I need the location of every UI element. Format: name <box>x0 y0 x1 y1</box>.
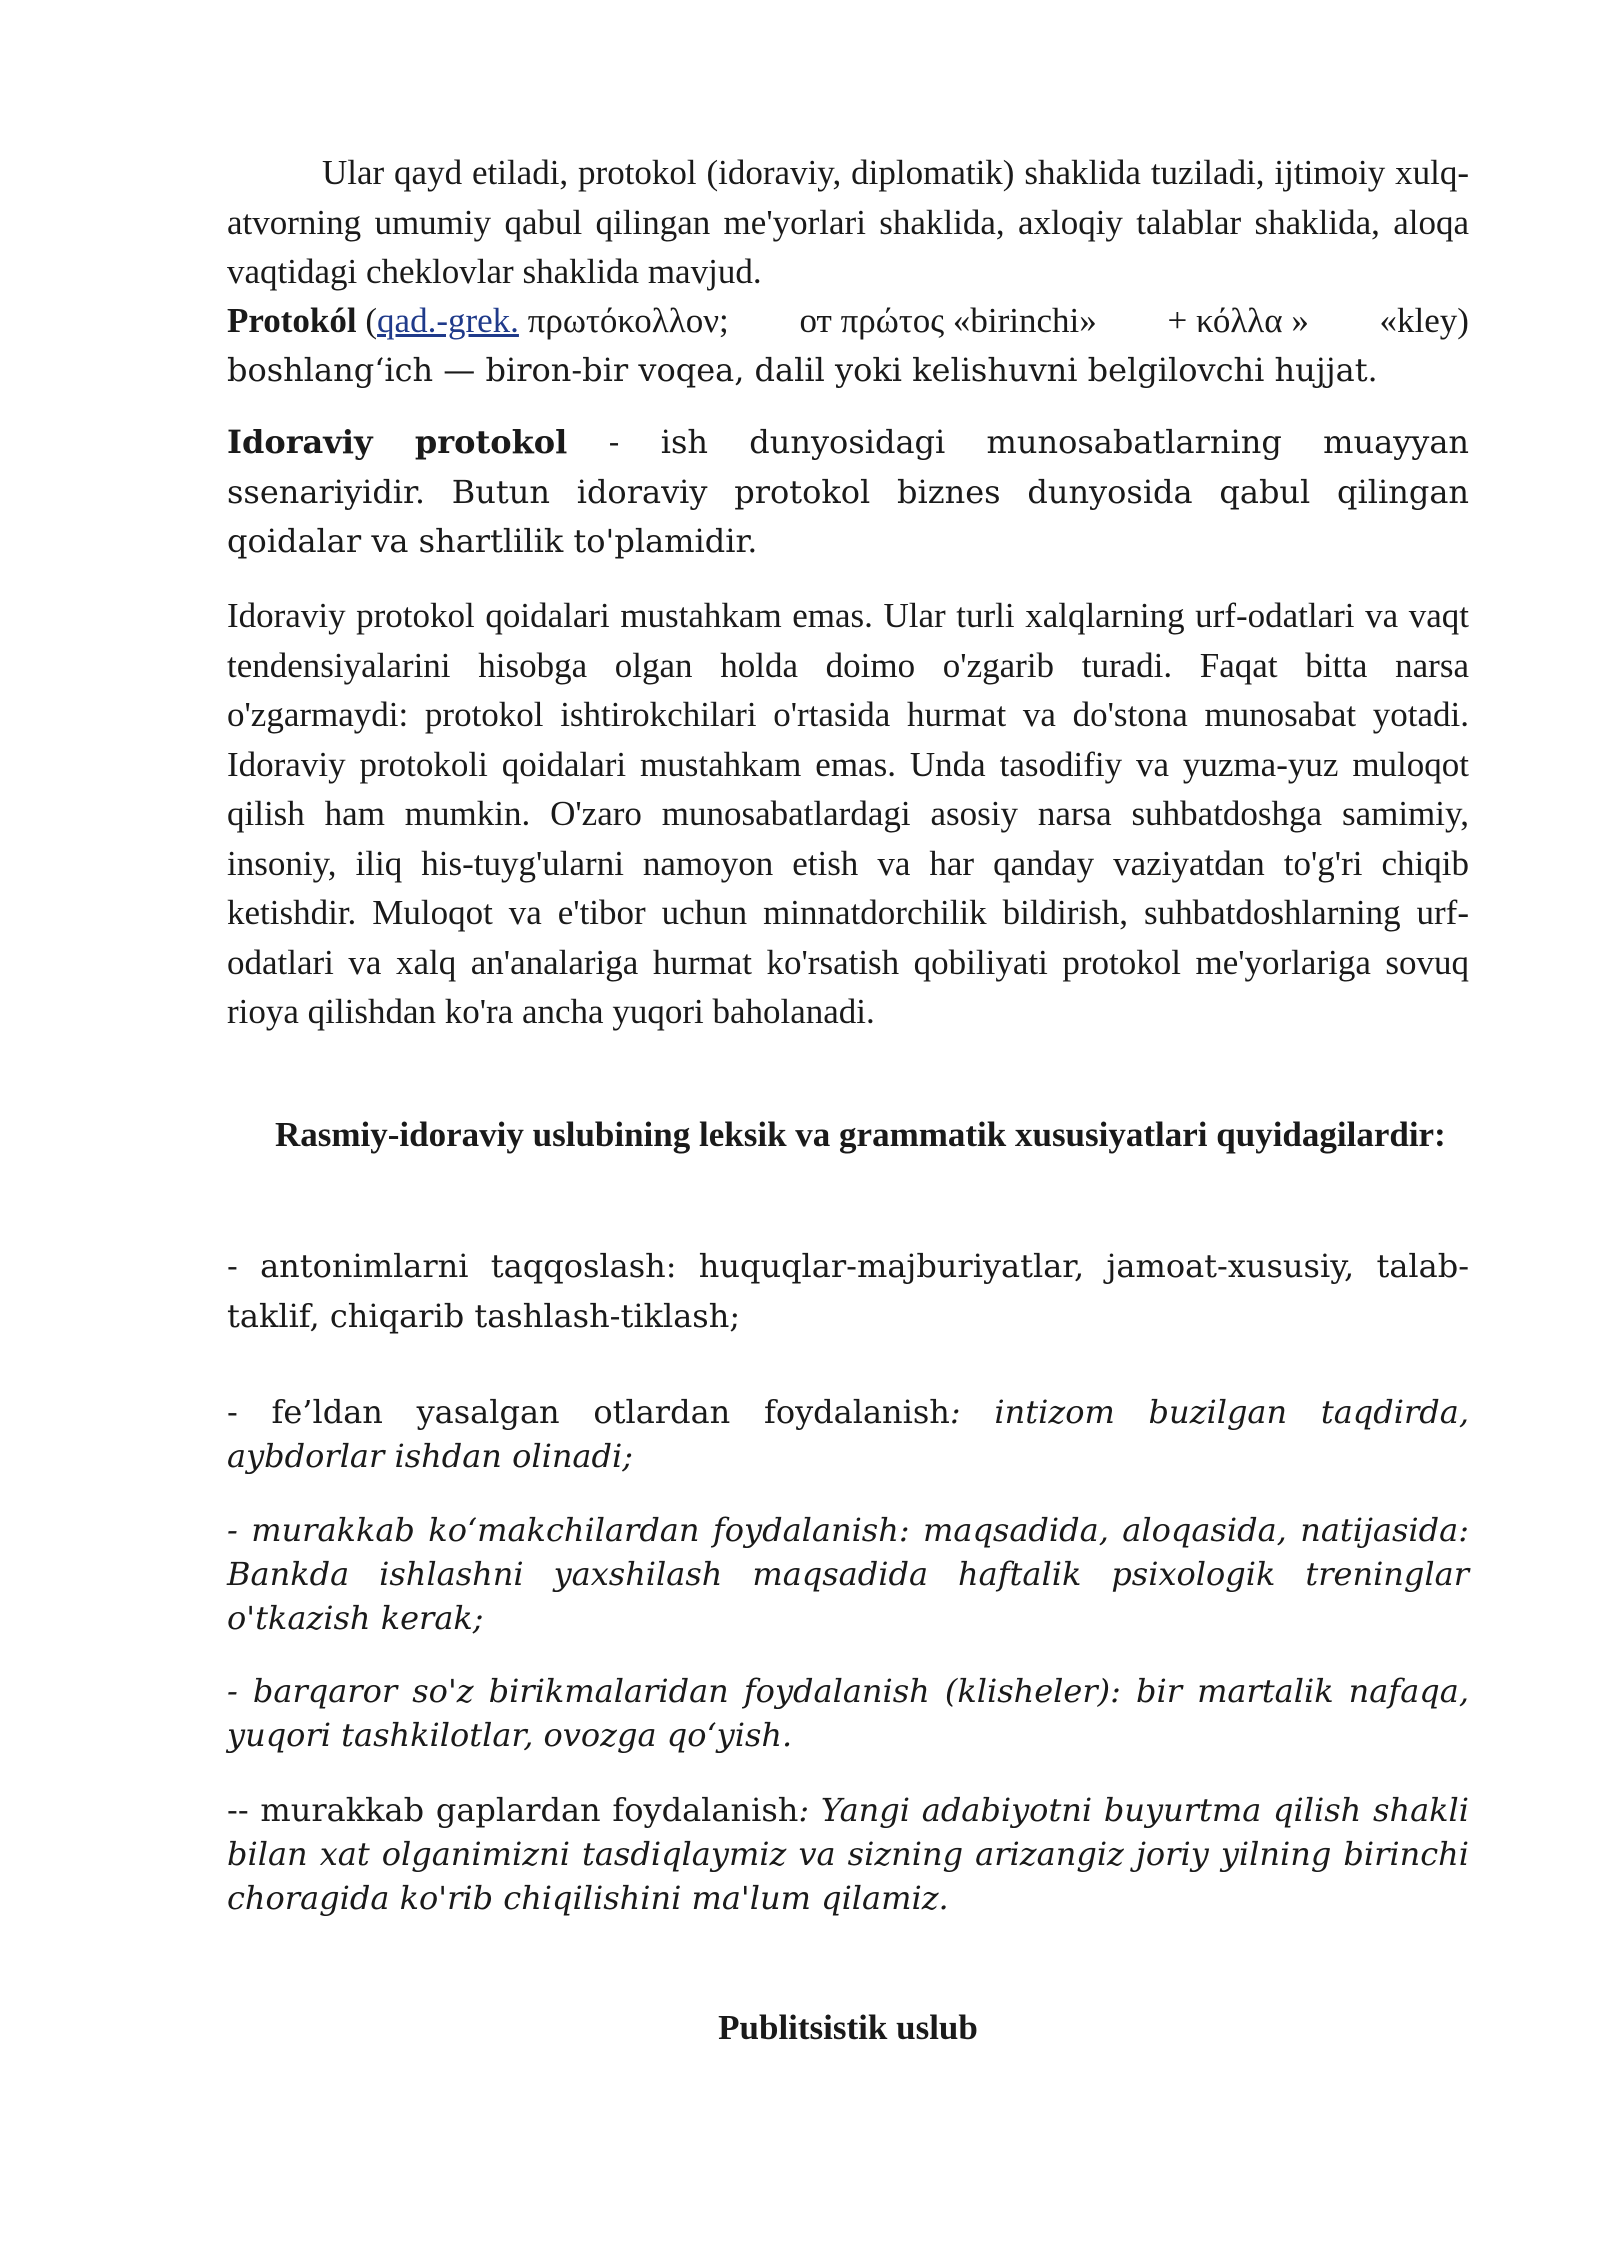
protokol-definition <box>227 296 1469 395</box>
list-item-antonyms: - antonimlarni taqqoslash: huquqlar-majburiyatlar, jamoat-xususiy, talab-taklif, chiqarib tashlash-tiklash; <box>227 1247 1469 1335</box>
feldan-example: : intizom buzilgan taqdirda, aybdorlar ishdan olinadi; <box>227 1393 1470 1475</box>
protokol-line-1 <box>227 296 1469 346</box>
idoraviy-definition-text: ish dunyosidagi munosabatlarning muayyan ssenariyidir. Butun idoraviy protokol biznes dunyosida qabul qilingan qoidalar va shartlilik to'plamidir. <box>227 423 1470 560</box>
intro-paragraph: Ular qayd etiladi, protokol (idoraviy, diplomatik) shaklida tuziladi, ijtimoiy xulq-atvorning umumiy qabul qilingan me'yorlari shaklida, axloqiy talablar shaklida, aloqa vaqtidagi cheklovlar shaklida mavjud. <box>227 153 1469 291</box>
open-paren: ( <box>356 301 378 340</box>
list-item-feldan <box>227 1390 1469 1478</box>
ot-phrase: от πρώτος «birinchi» <box>799 301 1097 340</box>
greek-word: πρωτόκολλον; <box>518 301 729 340</box>
protokol-term-group <box>227 296 729 346</box>
idoraviy-protokol-paragraph <box>227 418 1469 567</box>
feldan-label: - fe’ldan yasalgan otlardan foydalanish <box>227 1393 950 1431</box>
list-item-murakkab-komakchi: - murakkab ko‘makchilardan foydalanish: maqsadida, aloqasida, natijasida: Bankda ishlashni yaxshilash maqsadida haftalik psixologik treninglar o'tkazish kerak; <box>227 1511 1469 1637</box>
list-item-barqaror: - barqaror so'z birikmalaridan foydalanish (klisheler): bir martalik nafaqa, yuqori tashkilotlar, ovozga qo‘yish. <box>227 1672 1469 1754</box>
list-item-murakkab-gaplar <box>227 1788 1469 1920</box>
rules-paragraph: Idoraviy protokol qoidalari mustahkam emas. Ular turli xalqlarning urf-odatlari va vaqt tendensiyalarini hisobga olgan holda doimo o'zgarib turadi. Faqat bitta narsa o'zgarmaydi: protokol ishtirokchilari o'rtasida hurmat va do'stona munosabat yotadi. Idoraviy protokoli qoidalari mustahkam emas. Unda tasodifiy va yuzma-yuz muloqot qilish ham mumkin. O'zaro munosabatlardagi asosiy narsa suhbatdoshga samimiy, insoniy, iliq his-tuyg'ularni namoyon etish va har qanday vaziyatdan to'g'ri chiqib ketishdir. Muloqot va e'tibor uchun minnatdorchilik bildirish, suhbatdoshlarning urf-odatlari va xalq an'analariga hurmat ko'rsatish qobiliyati protokol me'yorlariga sovuq rioya qilishdan ko'ra ancha yuqori baholanadi. <box>227 596 1469 1031</box>
protokol-line-2: boshlang‘ich — biron-bir voqea, dalil yoki kelishuvni belgilovchi hujjat. <box>227 350 1378 389</box>
grammar-heading: Rasmiy-idoraviy uslubining leksik va grammatik xususiyatlari quyidagilardir: <box>275 1115 1446 1154</box>
idoraviy-protokol-term: Idoraviy protokol <box>227 423 568 461</box>
idoraviy-dash: - <box>567 423 661 461</box>
gaplar-label: -- murakkab gaplardan foydalanish <box>227 1791 799 1829</box>
plus-phrase: + κόλλα » <box>1167 301 1309 340</box>
kley-phrase: «kley) <box>1379 301 1469 340</box>
protokol-term: Protokól <box>227 301 357 340</box>
qad-grek-link[interactable]: qad.-grek. <box>377 301 519 340</box>
gaplar-example: : Yangi adabiyotni buyurtma qilish shakli bilan xat olganimizni tasdiqlaymiz va sizning arizangiz joriy yilning birinchi choragida ko'rib chiqilishini ma'lum qilamiz. <box>227 1791 1470 1917</box>
section-title: Publitsistik uslub <box>718 2008 978 2047</box>
